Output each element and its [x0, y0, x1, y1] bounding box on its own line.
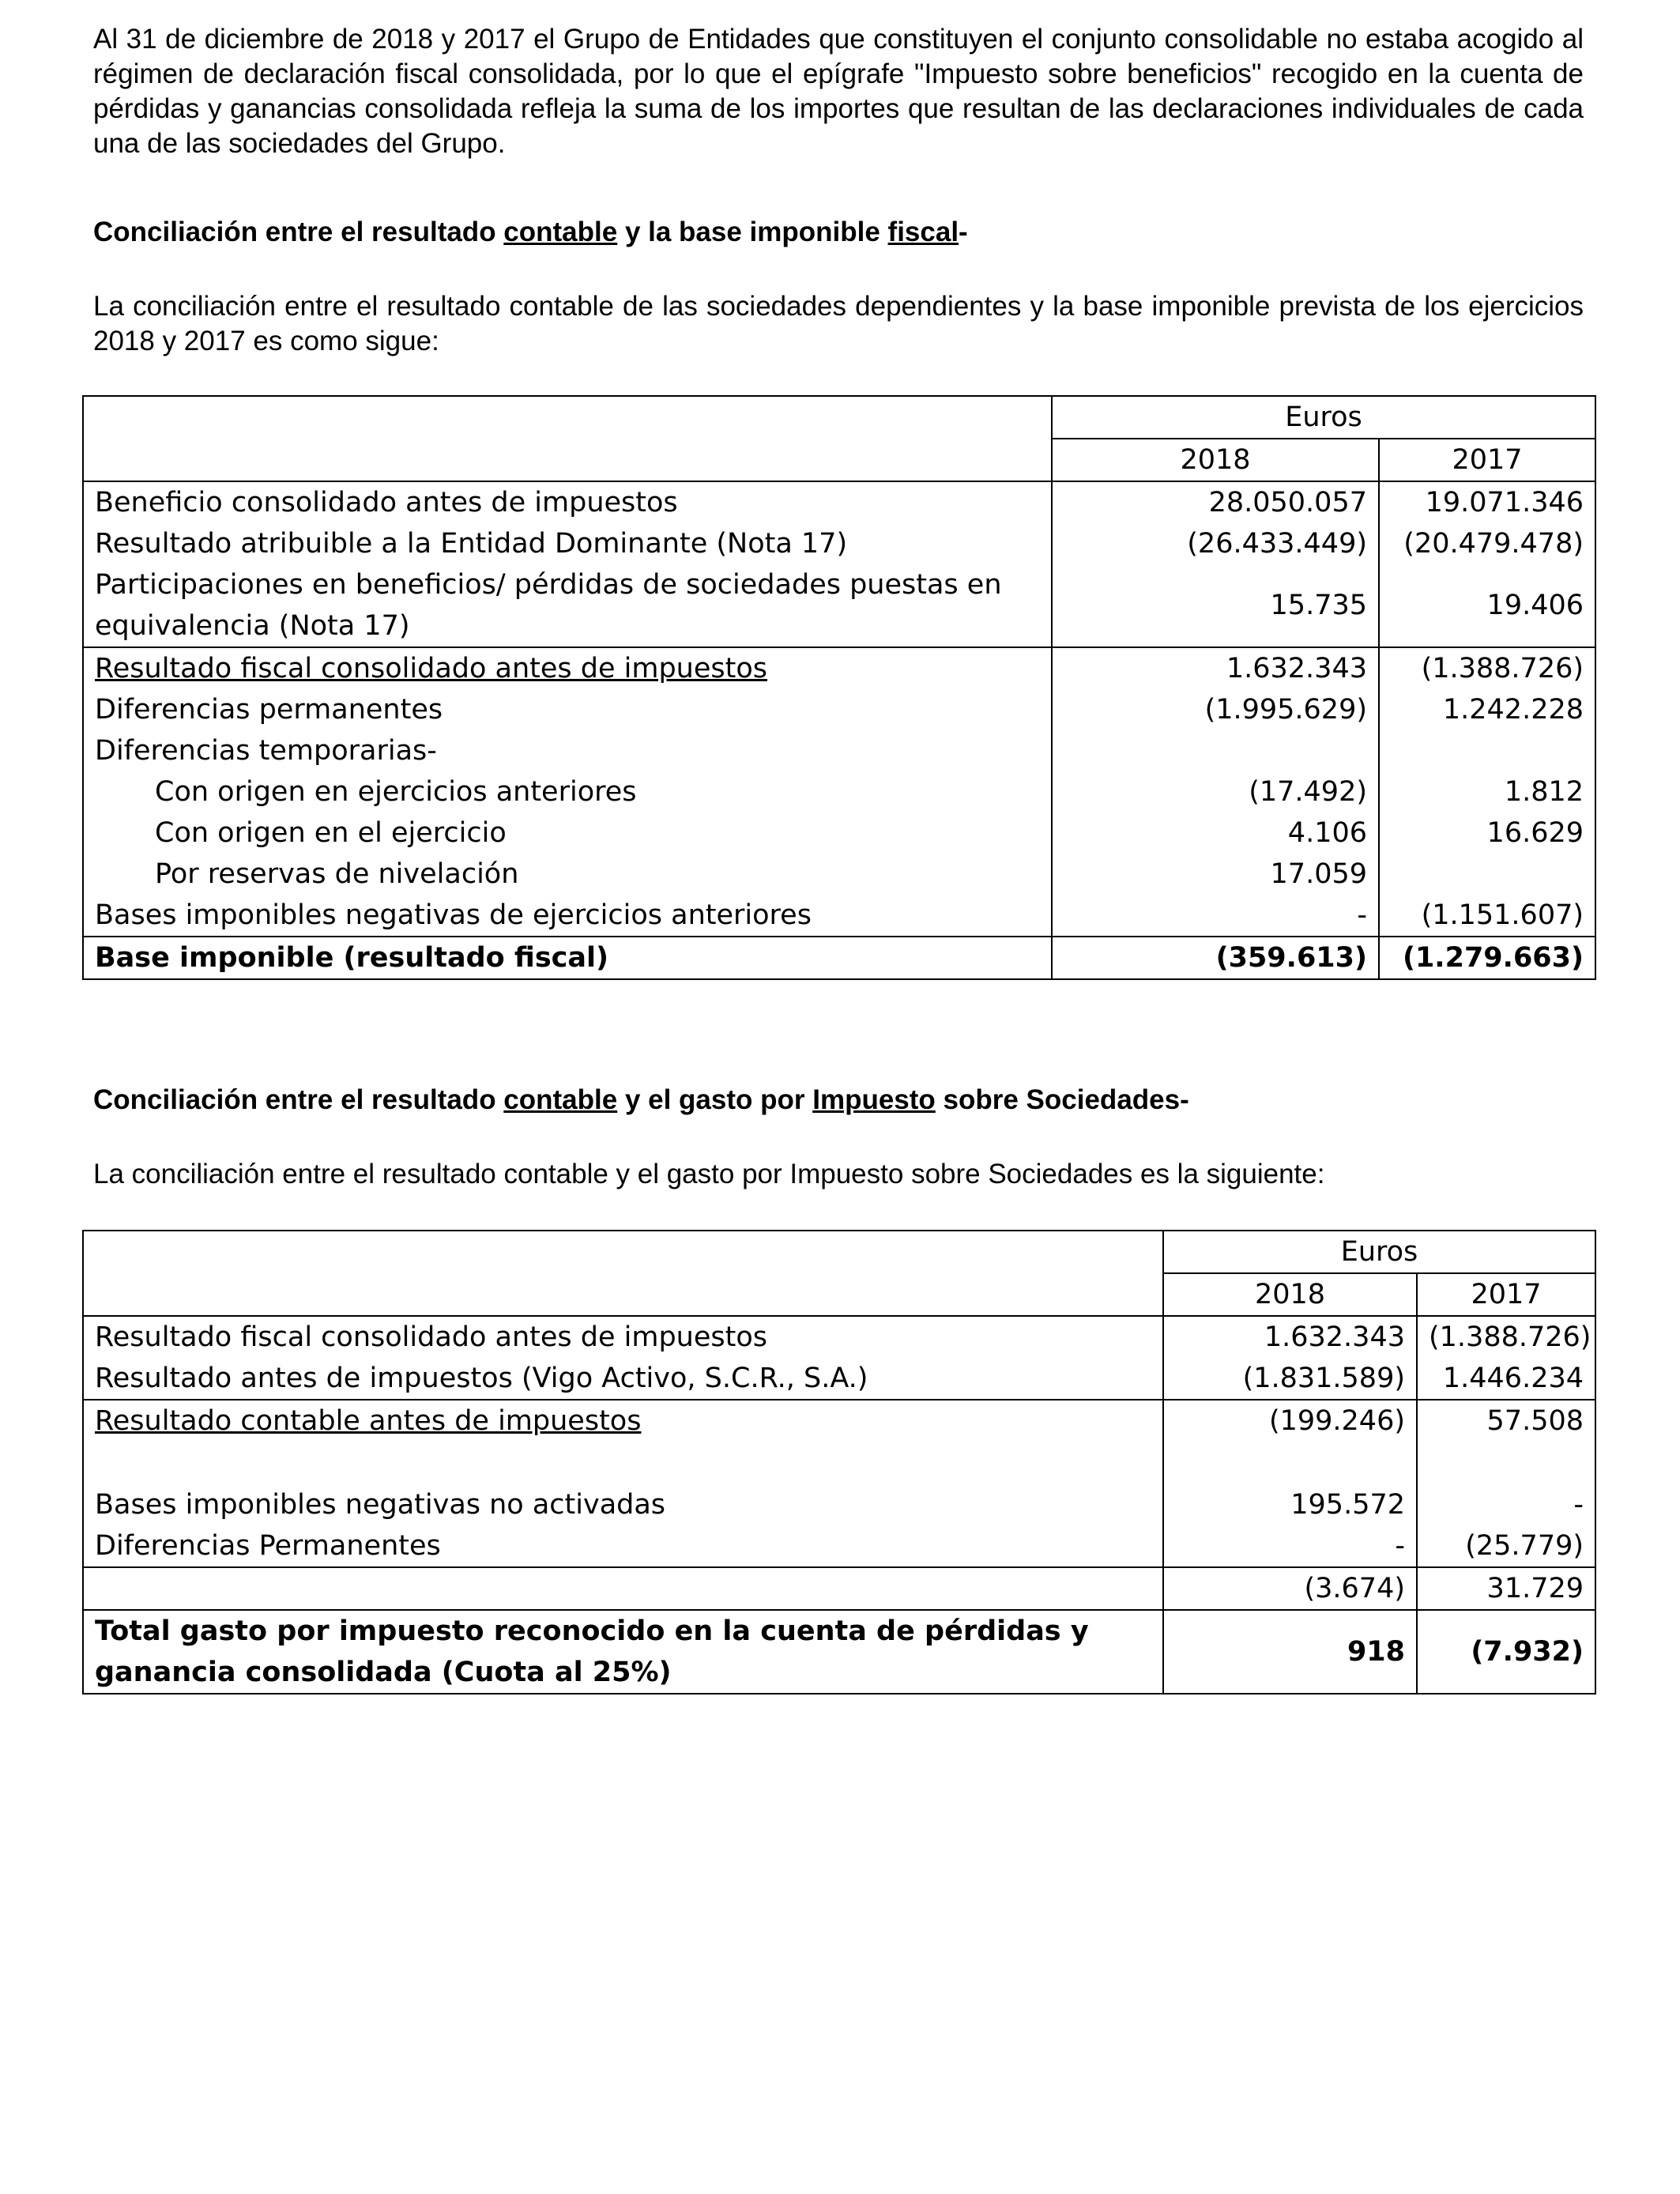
row-label: Resultado contable antes de impuestos	[83, 1400, 1163, 1442]
table-row	[83, 1316, 1595, 1358]
column-header-2018: 2018	[1052, 439, 1379, 481]
table-row	[83, 1484, 1595, 1525]
row-label: Total gasto por impuesto reconocido en la cuenta de pérdidas y ganancia consolidada (Cuota al 25%)	[83, 1610, 1163, 1694]
column-header-2017: 2017	[1417, 1273, 1595, 1316]
table-row	[83, 523, 1595, 564]
value-2018: (1.995.629)	[1052, 689, 1379, 730]
row-label: Resultado fiscal consolidado antes de impuestos	[83, 647, 1052, 689]
table-row	[83, 481, 1595, 523]
row-label: Beneficio consolidado antes de impuestos	[83, 481, 1052, 523]
value-2017: -	[1417, 1484, 1595, 1525]
table-row	[83, 647, 1595, 689]
value-2017: 31.729	[1417, 1567, 1595, 1610]
value-2017: 57.508	[1417, 1400, 1595, 1442]
value-2018: (199.246)	[1163, 1400, 1417, 1442]
value-2018: (3.674)	[1163, 1567, 1417, 1610]
table-row-subtotal	[83, 1567, 1595, 1610]
table-row	[83, 812, 1595, 854]
section2-heading	[93, 1083, 1189, 1118]
group-header: Euros	[1163, 1231, 1595, 1273]
row-label: Bases imponibles negativas no activadas	[83, 1484, 1163, 1525]
table-row-total	[83, 1610, 1595, 1694]
group-header: Euros	[1052, 396, 1595, 439]
value-2017	[1379, 854, 1595, 895]
value-2017: 19.406	[1379, 564, 1595, 647]
value-2018: 28.050.057	[1052, 481, 1379, 523]
section2-heading-part: sobre Sociedades-	[935, 1084, 1189, 1115]
value-2017: (1.279.663)	[1379, 937, 1595, 979]
section2-heading-part: y el gasto por	[617, 1084, 813, 1115]
intro-paragraph: Al 31 de diciembre de 2018 y 2017 el Grupo de Entidades que constituyen el conjunto consolidable no estaba acogido al régimen de declaración fiscal consolidada, por lo que el epígrafe "Impuesto sobre beneficios" recogido en la cuenta de pérdidas y ganancias consolidada refleja la suma de los importes que resultan de las declaraciones individuales de cada una de las sociedades del Grupo.	[93, 24, 1584, 159]
table-row	[83, 895, 1595, 937]
value-2018: (26.433.449)	[1052, 523, 1379, 564]
value-2018	[1052, 730, 1379, 771]
row-label: Resultado antes de impuestos (Vigo Activo, S.C.R., S.A.)	[83, 1358, 1163, 1400]
row-label: Por reservas de nivelación	[83, 854, 1052, 895]
value-2018: 17.059	[1052, 854, 1379, 895]
value-2017: 1.446.234	[1417, 1358, 1595, 1400]
section2-paragraph: La conciliación entre el resultado contable y el gasto por Impuesto sobre Sociedades es la siguiente:	[93, 1159, 1325, 1189]
value-2018: 4.106	[1052, 812, 1379, 854]
value-2017: 1.812	[1379, 771, 1595, 812]
section2-heading-part: Conciliación entre el resultado	[93, 1084, 504, 1115]
value-2018: 918	[1163, 1610, 1417, 1694]
row-label: Con origen en ejercicios anteriores	[83, 771, 1052, 812]
value-2018: (359.613)	[1052, 937, 1379, 979]
row-label	[83, 1567, 1163, 1610]
section1-heading-underlined: contable	[503, 217, 618, 247]
table-row	[83, 564, 1595, 647]
table-row	[83, 1525, 1595, 1567]
value-2017: (7.932)	[1417, 1610, 1595, 1694]
row-label: Diferencias permanentes	[83, 689, 1052, 730]
value-2018: (1.831.589)	[1163, 1358, 1417, 1400]
section1-heading-part: y la base imponible	[617, 217, 888, 247]
table-row	[83, 689, 1595, 730]
section2-heading-underlined: contable	[503, 1084, 618, 1115]
value-2017: (1.388.726)	[1417, 1316, 1595, 1358]
column-header-2018: 2018	[1163, 1273, 1417, 1316]
table-row-total	[83, 937, 1595, 979]
value-2017	[1379, 730, 1595, 771]
table-row	[83, 1358, 1595, 1400]
value-2018: 1.632.343	[1052, 647, 1379, 689]
row-label: Diferencias Permanentes	[83, 1525, 1163, 1567]
value-2017: 16.629	[1379, 812, 1595, 854]
section1-heading	[93, 215, 968, 250]
row-label: Bases imponibles negativas de ejercicios anteriores	[83, 895, 1052, 937]
value-2018: -	[1163, 1525, 1417, 1567]
value-2017: (1.151.607)	[1379, 895, 1595, 937]
value-2018: 195.572	[1163, 1484, 1417, 1525]
row-label: Diferencias temporarias-	[83, 730, 1052, 771]
table-row	[83, 730, 1595, 771]
section1-heading-part: Conciliación entre el resultado	[93, 217, 504, 247]
section1-paragraph: La conciliación entre el resultado contable de las sociedades dependientes y la base imponible prevista de los ejercicios 2018 y 2017 es como sigue:	[93, 291, 1584, 356]
row-label: Resultado fiscal consolidado antes de impuestos	[83, 1316, 1163, 1358]
section1-heading-part: -	[959, 217, 968, 247]
tax-base-reconciliation-table	[82, 395, 1596, 980]
value-2017: 19.071.346	[1379, 481, 1595, 523]
row-label: Participaciones en beneficios/ pérdidas de sociedades puestas en equivalencia (Nota 17)	[83, 564, 1052, 647]
row-label: Resultado atribuible a la Entidad Dominante (Nota 17)	[83, 523, 1052, 564]
row-label: Con origen en el ejercicio	[83, 812, 1052, 854]
value-2017: (20.479.478)	[1379, 523, 1595, 564]
row-label: Base imponible (resultado fiscal)	[83, 937, 1052, 979]
column-header-2017: 2017	[1379, 439, 1595, 481]
table-row	[83, 854, 1595, 895]
table-row	[83, 771, 1595, 812]
value-2018: -	[1052, 895, 1379, 937]
value-2017: (25.779)	[1417, 1525, 1595, 1567]
value-2018: 15.735	[1052, 564, 1379, 647]
tax-expense-reconciliation-table	[82, 1230, 1596, 1695]
section1-heading-underlined: fiscal	[887, 217, 959, 247]
value-2017: 1.242.228	[1379, 689, 1595, 730]
value-2018: 1.632.343	[1163, 1316, 1417, 1358]
table-row	[83, 1400, 1595, 1442]
value-2017: (1.388.726)	[1379, 647, 1595, 689]
section2-heading-underlined: Impuesto	[812, 1084, 936, 1115]
value-2018: (17.492)	[1052, 771, 1379, 812]
